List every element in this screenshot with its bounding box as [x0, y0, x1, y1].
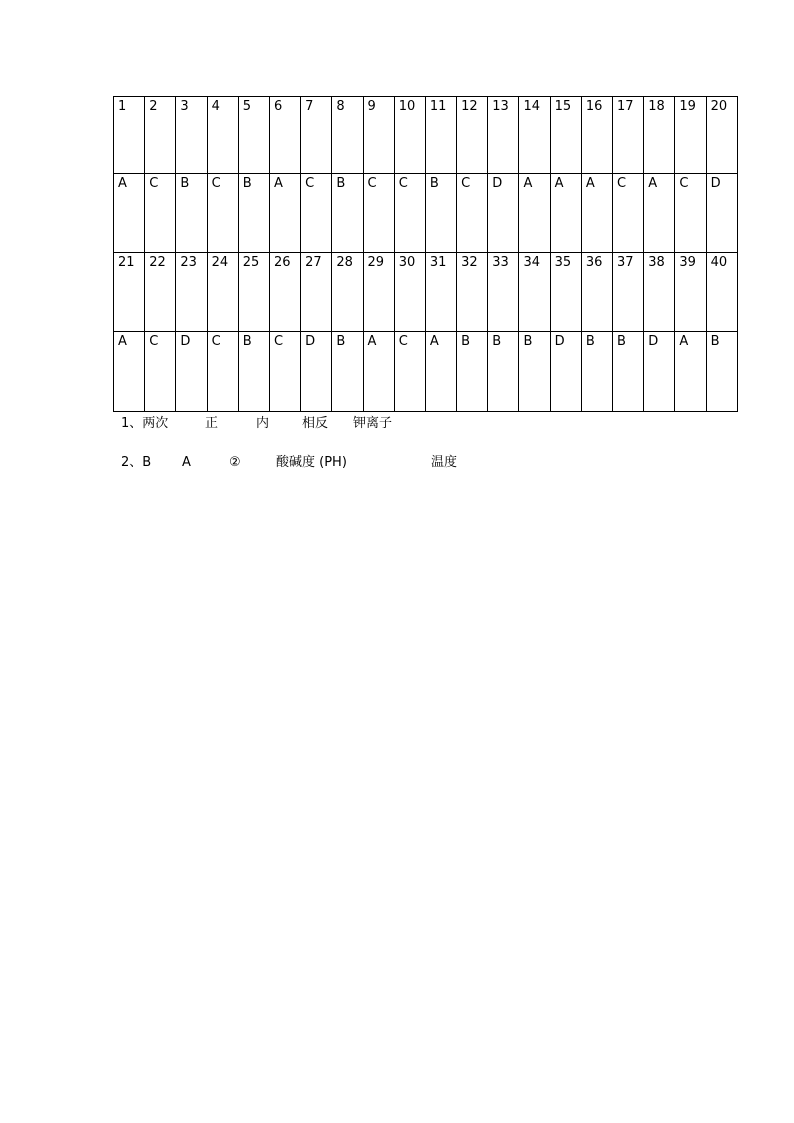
- question-number-cell: 4: [207, 97, 238, 174]
- question-number-cell: 22: [145, 253, 176, 332]
- question-number-cell: 16: [581, 97, 612, 174]
- line1-answer-b: 内: [256, 416, 270, 431]
- question-number-cell: 23: [176, 253, 207, 332]
- question-number-cell: 34: [519, 253, 550, 332]
- answer-cell: D: [301, 332, 332, 412]
- question-number-cell: 18: [644, 97, 675, 174]
- answer-cell: B: [488, 332, 519, 412]
- answer-cell: C: [145, 332, 176, 412]
- answer-cell: C: [363, 174, 394, 253]
- answer-cell: A: [363, 332, 394, 412]
- question-number-cell: 33: [488, 253, 519, 332]
- answer-cell: C: [394, 174, 425, 253]
- answer-row-1: [114, 174, 738, 253]
- answer-cell: B: [706, 332, 737, 412]
- question-number-cell: 2: [145, 97, 176, 174]
- answer-cell: C: [301, 174, 332, 253]
- question-number-cell: 28: [332, 253, 363, 332]
- question-number-cell: 26: [269, 253, 300, 332]
- line1-label: 1、两次: [121, 416, 169, 431]
- question-number-row-2: [114, 253, 738, 332]
- answer-cell: C: [675, 174, 706, 253]
- answer-cell: C: [207, 332, 238, 412]
- question-number-cell: 10: [394, 97, 425, 174]
- answer-cell: B: [332, 174, 363, 253]
- line2-answer-a: A: [182, 455, 191, 470]
- line2-label: 2、B: [121, 455, 152, 470]
- line2-answer-b: ②: [229, 455, 241, 470]
- question-number-cell: 35: [550, 253, 581, 332]
- question-number-cell: 39: [675, 253, 706, 332]
- answer-cell: C: [207, 174, 238, 253]
- answer-cell: B: [581, 332, 612, 412]
- question-number-cell: 24: [207, 253, 238, 332]
- question-number-cell: 11: [425, 97, 456, 174]
- answer-cell: B: [519, 332, 550, 412]
- question-number-cell: 13: [488, 97, 519, 174]
- answer-cell: C: [145, 174, 176, 253]
- line2-answer-c: 酸碱度 (PH): [276, 455, 347, 470]
- question-number-cell: 30: [394, 253, 425, 332]
- line1-answer-d: 钾离子: [353, 416, 393, 431]
- answer-cell: A: [519, 174, 550, 253]
- answer-cell: C: [269, 332, 300, 412]
- question-number-cell: 29: [363, 253, 394, 332]
- question-number-cell: 5: [238, 97, 269, 174]
- question-number-cell: 1: [114, 97, 145, 174]
- line1-answer-c: 相反: [302, 416, 329, 431]
- answer-cell: C: [457, 174, 488, 253]
- line2-answer-d: 温度: [431, 455, 458, 470]
- question-number-cell: 25: [238, 253, 269, 332]
- answer-row-2: [114, 332, 738, 412]
- answer-cell: D: [176, 332, 207, 412]
- answer-cell: A: [644, 174, 675, 253]
- question-number-cell: 20: [706, 97, 737, 174]
- answer-cell: B: [176, 174, 207, 253]
- question-number-cell: 7: [301, 97, 332, 174]
- question-number-cell: 36: [581, 253, 612, 332]
- question-number-cell: 32: [457, 253, 488, 332]
- question-number-cell: 38: [644, 253, 675, 332]
- answer-cell: B: [425, 174, 456, 253]
- answer-cell: C: [394, 332, 425, 412]
- answer-cell: A: [550, 174, 581, 253]
- answer-cell: C: [613, 174, 644, 253]
- answer-cell: A: [114, 332, 145, 412]
- question-number-cell: 17: [613, 97, 644, 174]
- question-number-cell: 9: [363, 97, 394, 174]
- answer-cell: B: [457, 332, 488, 412]
- answer-table: [113, 96, 738, 412]
- answer-cell: A: [675, 332, 706, 412]
- answer-cell: D: [488, 174, 519, 253]
- answer-cell: B: [613, 332, 644, 412]
- answer-cell: A: [114, 174, 145, 253]
- question-number-cell: 21: [114, 253, 145, 332]
- question-number-cell: 3: [176, 97, 207, 174]
- question-number-row-1: [114, 97, 738, 174]
- question-number-cell: 8: [332, 97, 363, 174]
- answer-cell: B: [332, 332, 363, 412]
- line1-answer-a: 正: [205, 416, 219, 431]
- question-number-cell: 37: [613, 253, 644, 332]
- answer-cell: B: [238, 174, 269, 253]
- answer-cell: D: [706, 174, 737, 253]
- question-number-cell: 19: [675, 97, 706, 174]
- question-number-cell: 14: [519, 97, 550, 174]
- question-number-cell: 12: [457, 97, 488, 174]
- question-number-cell: 15: [550, 97, 581, 174]
- answer-cell: D: [644, 332, 675, 412]
- question-number-cell: 6: [269, 97, 300, 174]
- question-number-cell: 27: [301, 253, 332, 332]
- answer-cell: D: [550, 332, 581, 412]
- answer-cell: A: [269, 174, 300, 253]
- question-number-cell: 31: [425, 253, 456, 332]
- question-number-cell: 40: [706, 253, 737, 332]
- answer-cell: A: [425, 332, 456, 412]
- answer-cell: B: [238, 332, 269, 412]
- answer-cell: A: [581, 174, 612, 253]
